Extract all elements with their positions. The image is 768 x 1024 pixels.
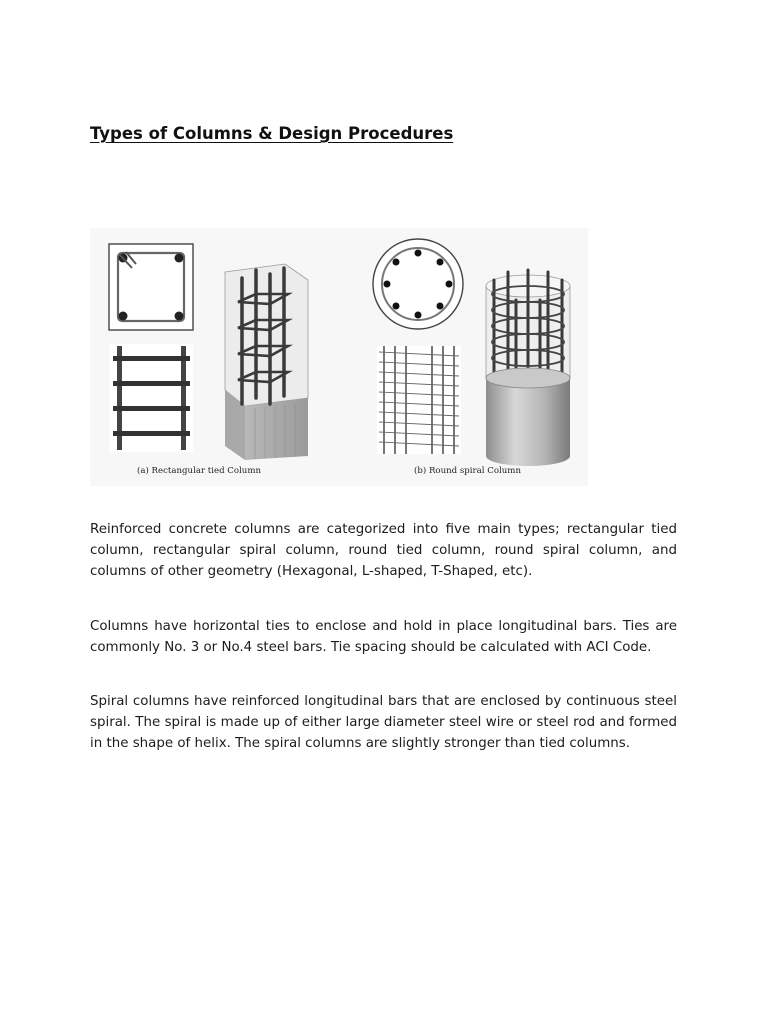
figure-caption-a: (a) Rectangular tied Column — [137, 466, 262, 476]
page-title: Types of Columns & Design Procedures — [90, 124, 454, 143]
round-section-diagram — [373, 239, 463, 329]
rect-elevation-diagram — [109, 344, 193, 452]
column-illustration — [90, 228, 588, 486]
rect-3d-diagram — [225, 264, 308, 460]
round-3d-diagram — [486, 270, 570, 466]
paragraph-ties: Columns have horizontal ties to enclose and hold in place longitudinal bars. Ties are commonly No. 3 or No.4 steel bars. Tie spacing should be calculated with ACI Code. — [90, 619, 677, 655]
rect-section-diagram — [109, 244, 193, 330]
column-types-figure — [90, 228, 588, 486]
round-elevation-diagram — [377, 346, 461, 454]
paragraph-spiral: Spiral columns have reinforced longitudinal bars that are enclosed by continuous steel spiral. The spiral is made up of either large diameter steel wire or steel rod and formed in the shape of helix. The spiral columns are slightly stronger than tied columns. — [90, 694, 677, 751]
figure-caption-b: (b) Round spiral Column — [414, 466, 521, 476]
paragraph-column-types: Reinforced concrete columns are categorized into five main types; rectangular tied column, rectangular spiral column, round tied column, round spiral column, and columns of other geometry (Hexagonal, L-shaped, T-Shaped, etc). — [90, 522, 677, 579]
